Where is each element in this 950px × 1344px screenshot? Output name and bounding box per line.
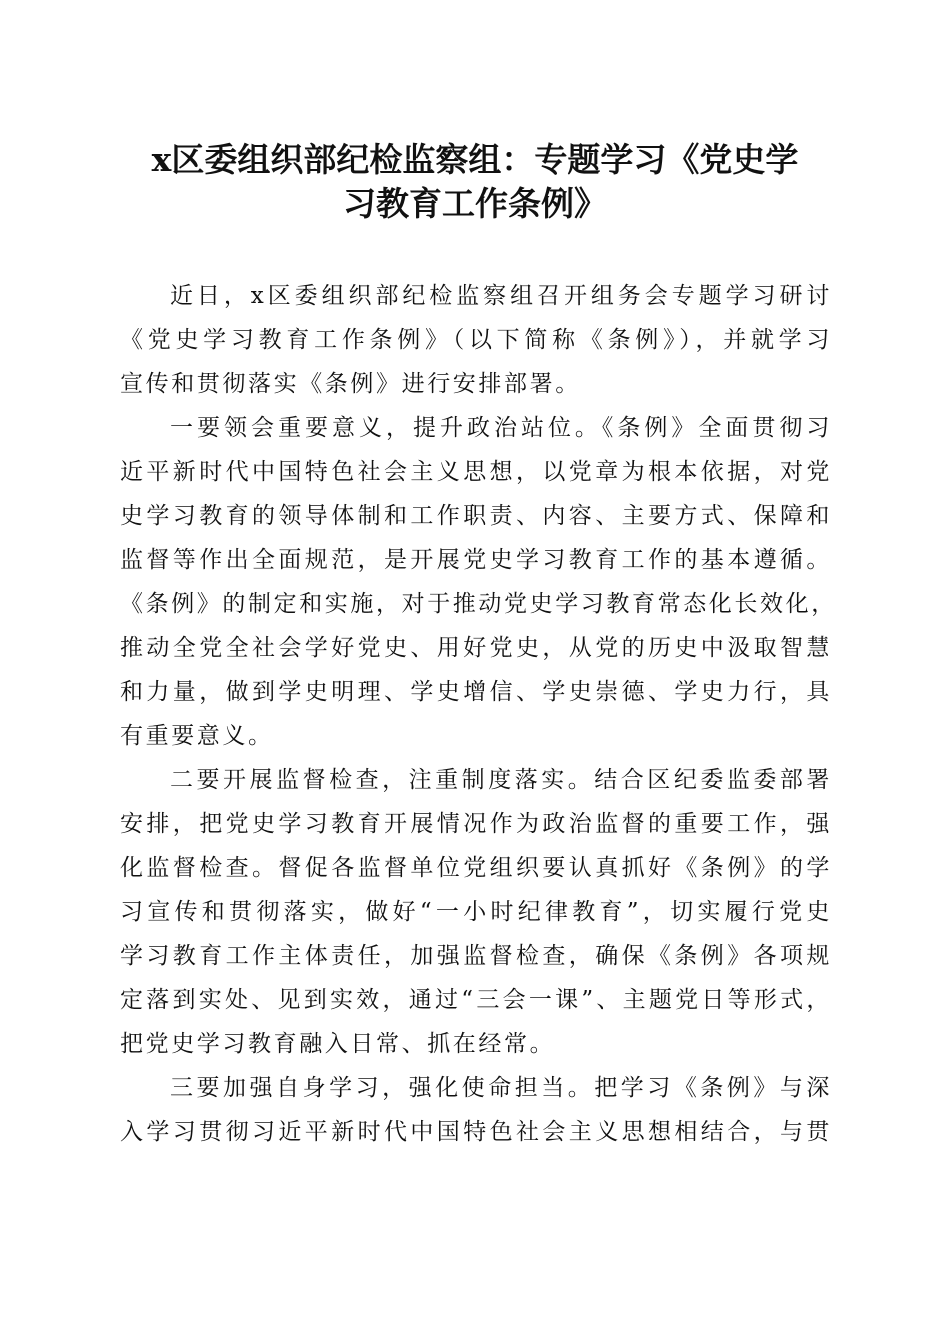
paragraph-line: 二要开展监督检查，注重制度落实。结合区纪委监委部署 bbox=[170, 767, 832, 793]
paragraph-line: 安排，把党史学习教育开展情况作为政治监督的重要工作，强 bbox=[120, 811, 832, 837]
paragraph-line: 宣传和贯彻落实《条例》进行安排部署。 bbox=[120, 371, 581, 397]
paragraph-line: 把党史学习教育融入日常、抓在经常。 bbox=[120, 1031, 556, 1057]
paragraph-line: 一要领会重要意义，提升政治站位。《条例》全面贯彻习 bbox=[170, 415, 832, 441]
document-body bbox=[120, 274, 837, 1154]
paragraph-3 bbox=[120, 758, 832, 1066]
paragraph-line: 入学习贯彻习近平新时代中国特色社会主义思想相结合，与贯 bbox=[120, 1119, 832, 1145]
paragraph-line: 近平新时代中国特色社会主义思想，以党章为根本依据，对党 bbox=[120, 459, 832, 485]
paragraph-line: 监督等作出全面规范，是开展党史学习教育工作的基本遵循。 bbox=[120, 547, 832, 573]
paragraph-line: 学习教育工作主体责任，加强监督检查，确保《条例》各项规 bbox=[120, 943, 832, 969]
document-title bbox=[110, 138, 840, 226]
title-line-2: 习教育工作条例》 bbox=[343, 184, 607, 223]
title-line-1: x区委组织部纪检监察组：专题学习《党史学 bbox=[151, 140, 799, 179]
paragraph-line: 《条例》的制定和实施，对于推动党史学习教育常态化长效化， bbox=[120, 591, 837, 617]
paragraph-line: 推动全党全社会学好党史、用好党史，从党的历史中汲取智慧 bbox=[120, 635, 832, 661]
paragraph-line: 有重要意义。 bbox=[120, 723, 274, 749]
paragraph-line: 化监督检查。督促各监督单位党组织要认真抓好《条例》的学 bbox=[120, 855, 832, 881]
paragraph-line: 和力量，做到学史明理、学史增信、学史崇德、学史力行，具 bbox=[120, 679, 832, 705]
paragraph-line: 史学习教育的领导体制和工作职责、内容、主要方式、保障和 bbox=[120, 503, 832, 529]
paragraph-line: 《党史学习教育工作条例》（以下简称《条例》），并就学习 bbox=[120, 327, 832, 353]
paragraph-line: 习宣传和贯彻落实，做好“一小时纪律教育”，切实履行党史 bbox=[120, 899, 832, 925]
paragraph-line: 近日，x区委组织部纪检监察组召开组务会专题学习研讨 bbox=[170, 283, 832, 309]
paragraph-4 bbox=[120, 1066, 832, 1154]
paragraph-2 bbox=[120, 406, 837, 758]
paragraph-1 bbox=[120, 274, 832, 406]
paragraph-line: 定落到实处、见到实效，通过“三会一课”、主题党日等形式， bbox=[120, 987, 832, 1013]
paragraph-line: 三要加强自身学习，强化使命担当。把学习《条例》与深 bbox=[170, 1075, 832, 1101]
